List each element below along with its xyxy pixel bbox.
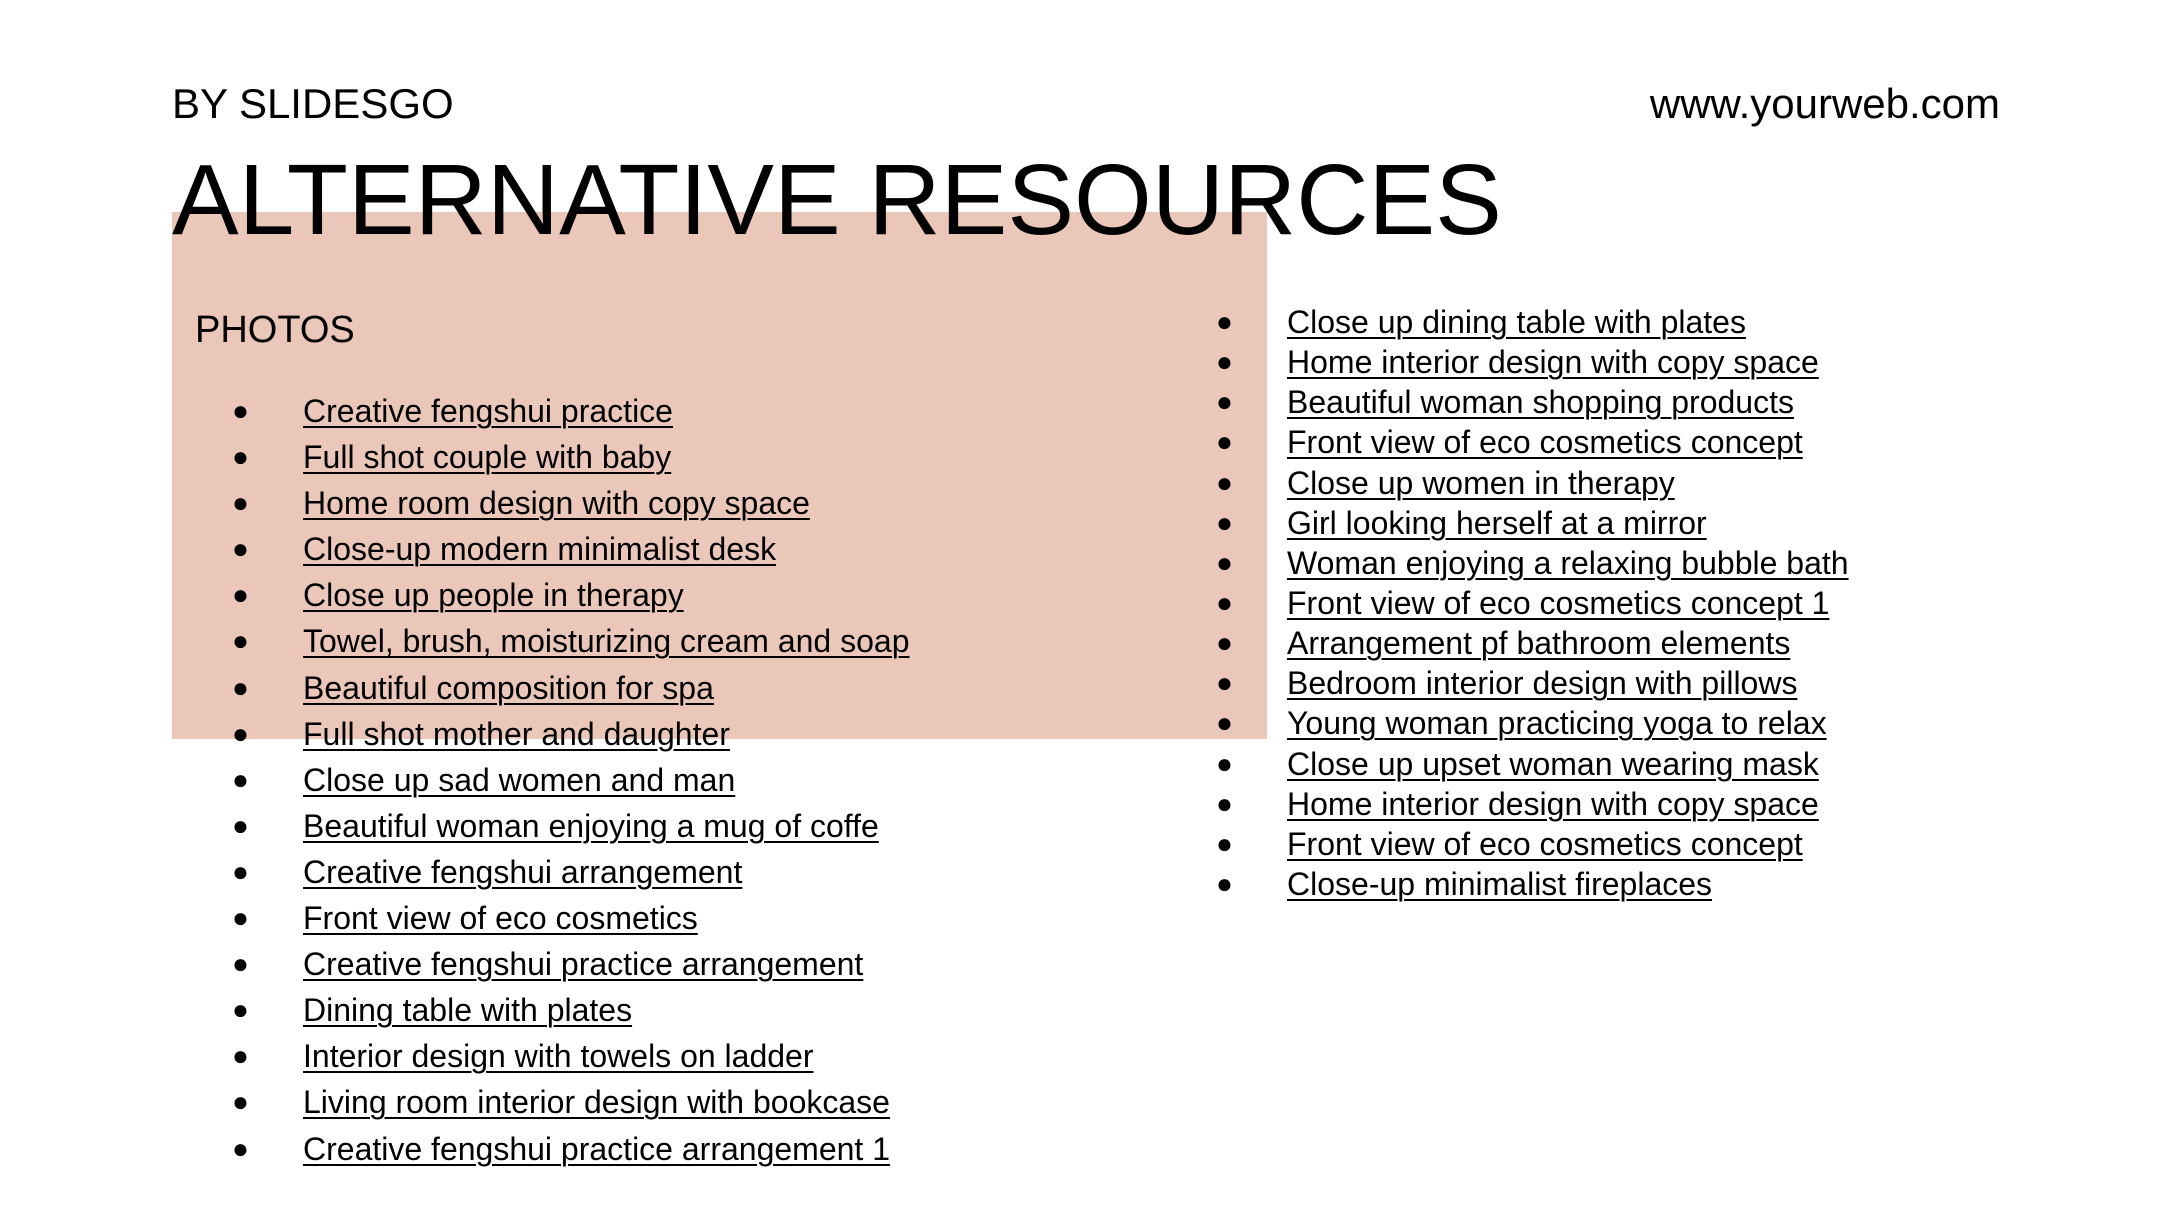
list-item (1216, 382, 1849, 422)
bullet-icon: ● (1216, 346, 1233, 378)
resource-link[interactable]: Home interior design with copy space (1287, 344, 1819, 381)
list-item (232, 711, 910, 757)
resource-link[interactable]: Close-up minimalist fireplaces (1287, 865, 1713, 902)
list-item (232, 665, 910, 711)
resource-link[interactable]: Close up dining table with plates (1287, 304, 1746, 340)
resource-link[interactable]: Close-up modern minimalist desk (303, 531, 777, 568)
list-item (1216, 663, 1849, 703)
list-item (232, 572, 910, 618)
list-item (232, 480, 910, 526)
bullet-icon: ● (232, 1086, 249, 1118)
bullet-icon: ● (232, 717, 249, 749)
list-item (1216, 503, 1849, 543)
list-item (232, 1126, 910, 1172)
bullet-icon: ● (1216, 546, 1233, 578)
resource-link[interactable]: Beautiful woman shopping products (1287, 384, 1794, 421)
list-item (1216, 864, 1849, 904)
resource-link[interactable]: Dining table with plates (303, 992, 633, 1029)
list-item (1216, 784, 1849, 824)
resource-link[interactable]: Interior design with towels on ladder (303, 1038, 814, 1075)
bullet-icon: ● (1216, 787, 1233, 819)
bullet-icon: ● (232, 625, 249, 657)
bullet-icon: ● (1216, 747, 1233, 779)
list-item (232, 757, 910, 803)
bullet-icon: ● (1216, 707, 1233, 739)
bullet-icon: ● (1216, 506, 1233, 538)
resource-link[interactable]: Towel, brush, moisturizing cream and soap (303, 623, 910, 660)
bullet-icon: ● (1216, 426, 1233, 458)
resource-link[interactable]: Full shot couple with baby (303, 439, 672, 476)
resource-link[interactable]: Creative fengshui practice (303, 393, 673, 429)
bullet-icon: ● (232, 579, 249, 611)
list-item (1216, 824, 1849, 864)
resource-link[interactable]: Woman enjoying a relaxing bubble bath (1287, 544, 1849, 581)
list-item (1216, 463, 1849, 503)
section-label-photos: PHOTOS (195, 309, 355, 351)
list-item (232, 803, 910, 849)
bullet-icon: ● (232, 855, 249, 887)
bullet-icon: ● (232, 994, 249, 1026)
list-item (232, 526, 910, 572)
bullet-icon: ● (1216, 667, 1233, 699)
resource-link[interactable]: Full shot mother and daughter (303, 715, 730, 752)
list-item (1216, 302, 1849, 342)
bullet-icon: ● (232, 809, 249, 841)
bullet-icon: ● (1216, 827, 1233, 859)
resource-link[interactable]: Girl looking herself at a mirror (1287, 504, 1707, 541)
website-label: www.yourweb.com (1649, 80, 2000, 127)
bullet-icon: ● (232, 902, 249, 934)
resource-link[interactable]: Home room design with copy space (303, 485, 810, 522)
list-item (1216, 342, 1849, 382)
page-title: ALTERNATIVE RESOURCES (172, 144, 1502, 256)
resource-link[interactable]: Close up upset woman wearing mask (1287, 745, 1819, 782)
resource-link[interactable]: Arrangement pf bathroom elements (1287, 625, 1791, 662)
list-item (232, 388, 910, 434)
bullet-icon: ● (232, 487, 249, 519)
bullet-icon: ● (1216, 386, 1233, 418)
list-item (1216, 744, 1849, 784)
list-item (232, 434, 910, 480)
bullet-icon: ● (232, 533, 249, 565)
list-item (232, 618, 910, 664)
list-item (1216, 703, 1849, 743)
resource-link[interactable]: Front view of eco cosmetics concept (1287, 424, 1803, 461)
bullet-icon: ● (1216, 306, 1233, 337)
bullet-icon: ● (1216, 466, 1233, 498)
resource-link[interactable]: Close up sad women and man (303, 761, 736, 798)
bullet-icon: ● (232, 1040, 249, 1072)
resource-link[interactable]: Close up people in therapy (303, 577, 684, 614)
resource-link[interactable]: Young woman practicing yoga to relax (1287, 705, 1827, 742)
bullet-icon: ● (232, 763, 249, 795)
resource-link[interactable]: Living room interior design with bookcase (303, 1084, 890, 1121)
photo-links-list-right (1216, 302, 1849, 904)
resource-link[interactable]: Beautiful woman enjoying a mug of coffe (303, 807, 879, 844)
resource-link[interactable]: Front view of eco cosmetics concept (1287, 825, 1803, 862)
list-item (1216, 543, 1849, 583)
list-item (232, 849, 910, 895)
bullet-icon: ● (232, 948, 249, 980)
list-item (232, 941, 910, 987)
resource-link[interactable]: Front view of eco cosmetics concept 1 (1287, 584, 1830, 621)
list-item (232, 895, 910, 941)
list-item (1216, 583, 1849, 623)
resource-link[interactable]: Creative fengshui practice arrangement (303, 946, 864, 983)
list-item (232, 987, 910, 1033)
bullet-icon: ● (1216, 627, 1233, 659)
bullet-icon: ● (232, 1132, 249, 1164)
bullet-icon: ● (232, 441, 249, 473)
bullet-icon: ● (232, 395, 249, 426)
list-item (232, 1033, 910, 1079)
bullet-icon: ● (232, 671, 249, 703)
list-item (1216, 422, 1849, 462)
resource-link[interactable]: Creative fengshui arrangement (303, 853, 743, 890)
resource-link[interactable]: Front view of eco cosmetics (303, 900, 698, 937)
brand-label: BY SLIDESGO (172, 80, 454, 127)
list-item (232, 1079, 910, 1125)
resource-link[interactable]: Creative fengshui practice arrangement 1 (303, 1130, 890, 1167)
resource-link[interactable]: Close up women in therapy (1287, 464, 1675, 501)
resource-link[interactable]: Home interior design with copy space (1287, 785, 1819, 822)
resource-link[interactable]: Bedroom interior design with pillows (1287, 665, 1798, 702)
bullet-icon: ● (1216, 867, 1233, 899)
list-item (1216, 623, 1849, 663)
photo-links-list-left (232, 388, 910, 1172)
resource-link[interactable]: Beautiful composition for spa (303, 669, 714, 706)
bullet-icon: ● (1216, 586, 1233, 618)
